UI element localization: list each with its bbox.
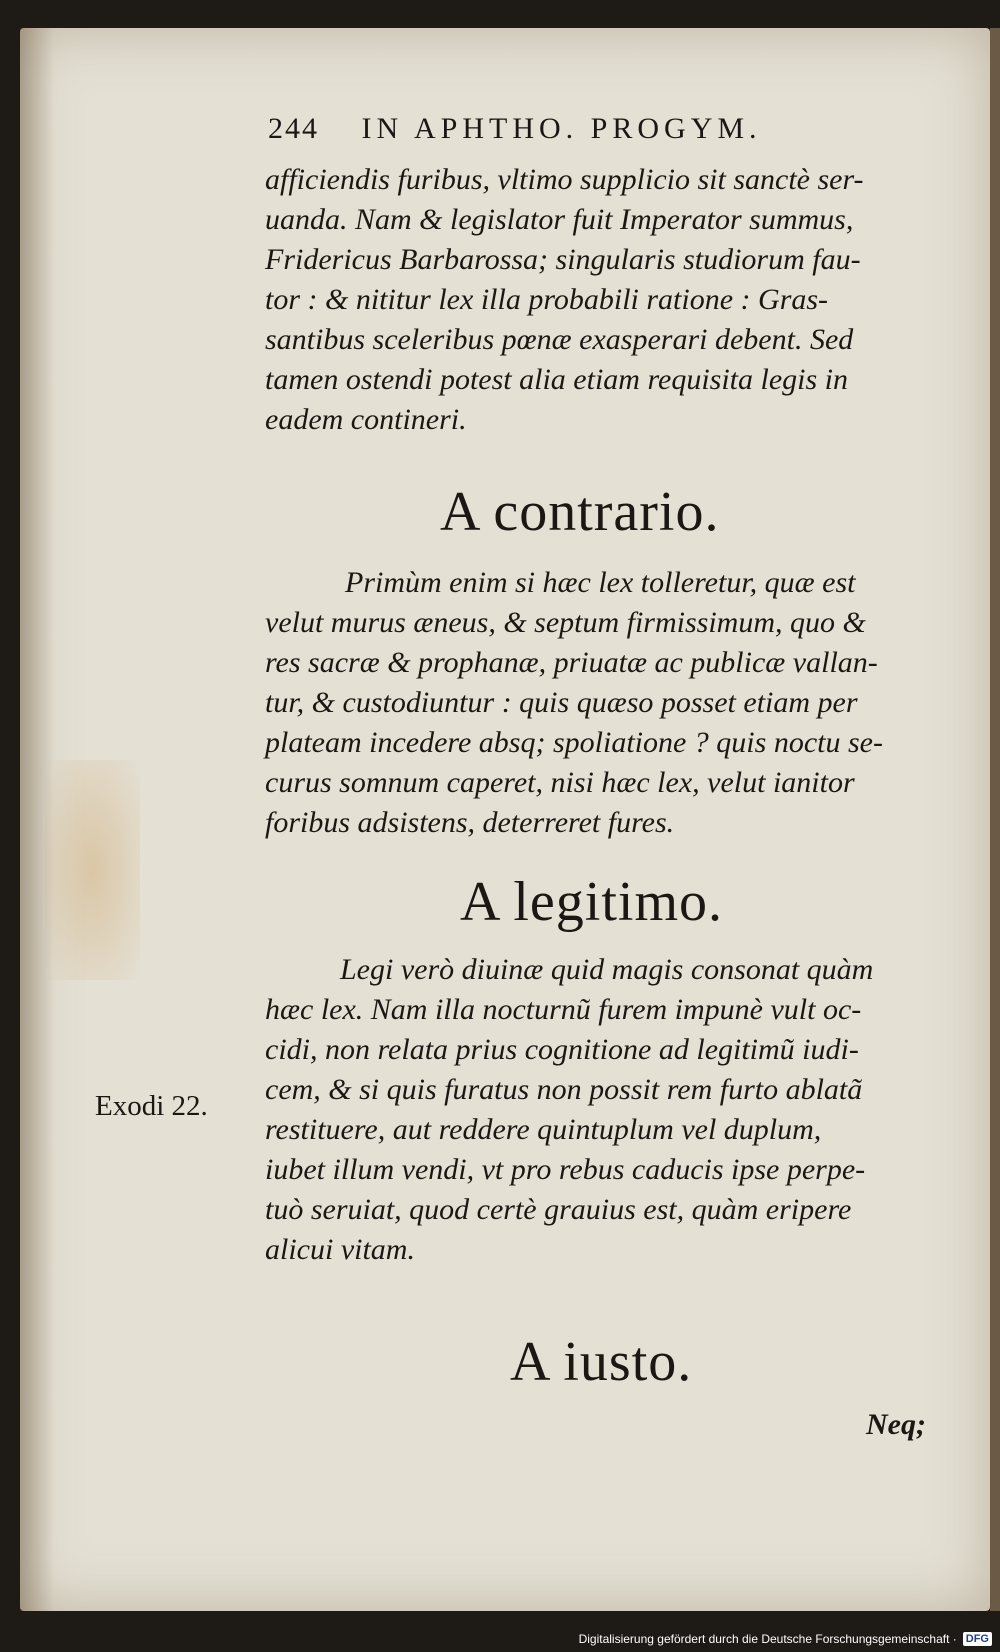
text-line: curus somnum caperet, nisi hæc lex, velut ianitor <box>265 766 855 799</box>
footer-text: Digitalisierung gefördert durch die Deutsche Forschungsgemeinschaft · <box>578 1632 957 1646</box>
text-line: Primùm enim si hæc lex tolleretur, quæ est <box>345 566 856 599</box>
text-line: res sacræ & prophanæ, priuatæ ac publicæ vallan- <box>265 646 878 679</box>
footer-credit <box>579 1628 992 1650</box>
marginal-note: Exodi 22. <box>95 1090 208 1122</box>
paragraph-2 <box>265 563 965 843</box>
page-stain <box>45 760 140 980</box>
text-line: cidi, non relata prius cognitione ad legitimũ iudi- <box>265 1033 859 1066</box>
text-line: foribus adsistens, deterreret fures. <box>265 806 675 839</box>
text-line: velut murus æneus, & septum firmissimum, quo & <box>265 606 866 639</box>
paragraph-3 <box>265 950 965 1270</box>
page-number: 244 <box>268 112 319 145</box>
page-edge <box>990 28 1000 1611</box>
text-line: iubet illum vendi, vt pro rebus caducis ipse perpe- <box>265 1153 866 1186</box>
text-line: Legi verò diuinæ quid magis consonat quàm <box>340 953 874 986</box>
text-line: cem, & si quis furatus non possit rem furto ablatã <box>265 1073 863 1106</box>
section-heading-a-iusto: A iusto. <box>510 1331 693 1393</box>
section-heading-a-contrario: A contrario. <box>440 481 720 543</box>
text-line: eadem contineri. <box>265 403 467 436</box>
paragraph-1 <box>265 160 965 440</box>
catchword: Neq; <box>866 1408 926 1441</box>
running-title: IN APHTHO. PROGYM. <box>361 112 762 145</box>
text-line: Fridericus Barbarossa; singularis studiorum fau- <box>265 243 861 276</box>
dfg-logo: DFG <box>963 1632 992 1646</box>
text-line: tuò seruiat, quod certè grauius est, quàm eripere <box>265 1193 852 1226</box>
text-line: tamen ostendi potest alia etiam requisita legis in <box>265 363 849 396</box>
text-line: santibus sceleribus pœnæ exasperari debent. Sed <box>265 323 854 356</box>
text-line: restituere, aut reddere quintuplum vel duplum, <box>265 1113 822 1146</box>
running-head <box>268 112 928 146</box>
text-line: tur, & custodiuntur : quis quæso posset etiam per <box>265 686 858 719</box>
text-line: afficiendis furibus, vltimo supplicio sit sanctè ser- <box>265 163 864 196</box>
text-line: tor : & nititur lex illa probabili ratione : Gras- <box>265 283 829 316</box>
text-line: alicui vitam. <box>265 1233 415 1266</box>
text-line: plateam incedere absq; spoliatione ? quis noctu se- <box>265 726 883 759</box>
text-line: uanda. Nam & legislator fuit Imperator summus, <box>265 203 854 236</box>
section-heading-a-legitimo: A legitimo. <box>460 871 723 933</box>
text-line: hæc lex. Nam illa nocturnũ furem impunè vult oc- <box>265 993 862 1026</box>
